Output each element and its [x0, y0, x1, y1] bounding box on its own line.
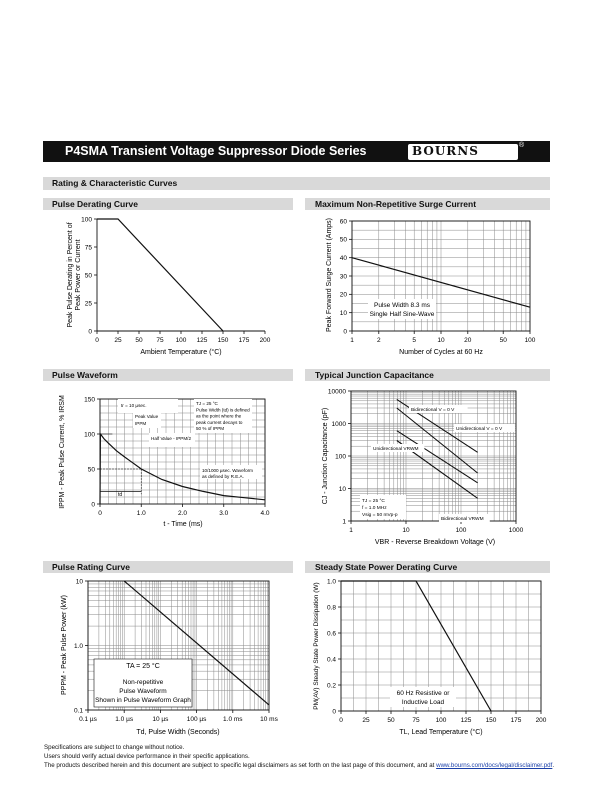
y-tick-label: 30: [339, 273, 347, 281]
annotation-td: td: [118, 492, 123, 498]
x-tick-label: 150: [485, 717, 497, 724]
annotation-ta: TA = 25 °C: [126, 663, 160, 670]
x-tick-label: 100: [524, 337, 536, 344]
annotation-tj-note: TJ = 25 °C: [196, 401, 218, 406]
annotation-waveform-2: as defined by R.E.A.: [202, 474, 244, 479]
y-tick-label: 0.1: [73, 707, 83, 715]
x-tick-label: 100: [175, 337, 187, 344]
x-tick-label: 2.0: [177, 510, 188, 517]
x-tick-label: 3.0: [219, 510, 229, 517]
series-label: Unidirectional VRWM: [373, 447, 419, 452]
x-tick-label: 10: [437, 337, 445, 344]
annotation-shown-in: Shown in Pulse Waveform Graph: [95, 697, 191, 704]
y-tick-label: 1000: [331, 420, 346, 428]
panel-title-pulse-derating: Pulse Derating Curve: [52, 199, 138, 209]
annotation-pulse-waveform: Pulse Waveform: [119, 688, 167, 695]
x-tick-label: 1.0: [136, 510, 146, 517]
x-axis-label: VBR - Reverse Breakdown Voltage (V): [374, 539, 496, 546]
y-tick-label: 25: [84, 300, 92, 308]
x-tick-label: 4.0: [260, 510, 270, 517]
x-tick-label: 50: [387, 717, 395, 724]
x-tick-label: 1: [349, 527, 353, 534]
x-tick-label: 1000: [508, 527, 524, 534]
y-tick-label: 1.0: [73, 642, 83, 650]
y-tick-label: 0: [343, 328, 347, 336]
annotation-conditions: Vsig = 50 mVp-p: [362, 513, 398, 518]
x-tick-label: 1.0 ms: [223, 716, 243, 723]
footer-line-2: Users should verify actual device performance in their specific applications.: [44, 753, 250, 760]
disclaimer-link[interactable]: www.bourns.com/docs/legal/disclaimer.pdf: [436, 762, 553, 769]
annotation-resistive: 60 Hz Resistive or: [396, 690, 450, 697]
annotation-sine-wave: Single Half Sine-Wave: [369, 311, 435, 318]
y-tick-label: 50: [339, 236, 347, 244]
y-axis-label: CJ - Junction Capacitance (pF): [322, 407, 329, 505]
logo-text: BOURNS: [412, 144, 479, 158]
series-label: Bidirectional V = 0 V: [411, 408, 455, 413]
x-tick-label: 0: [95, 337, 99, 344]
y-tick-label: 10: [75, 578, 83, 586]
panel-title-pulse-waveform: Pulse Waveform: [52, 370, 118, 380]
y-tick-label: 1.0: [326, 578, 336, 586]
y-tick-label: 1: [342, 518, 346, 526]
x-tick-label: 10 ms: [260, 716, 278, 723]
panel-title-junction-capacitance: Typical Junction Capacitance: [315, 370, 434, 380]
y-tick-label: 150: [84, 396, 95, 404]
y-axis-label-line: Peak Pulse Derating in Percent of: [67, 222, 74, 328]
x-tick-label: 200: [259, 337, 271, 344]
annotation-peak-value: Peak Value: [135, 414, 159, 419]
y-tick-label: 40: [339, 254, 347, 262]
panel-title-surge-current: Maximum Non-Repetitive Surge Current: [315, 199, 477, 209]
y-tick-label: 0: [91, 501, 95, 509]
page-title: P4SMA Transient Voltage Suppressor Diode Series: [65, 144, 367, 158]
y-tick-label: 75: [84, 244, 92, 252]
annotation-non-repetitive: Non-repetitive: [122, 679, 164, 686]
x-tick-label: 0.1 µs: [79, 716, 97, 723]
annotation-waveform-1: 10/1000 µsec. Waveform: [202, 468, 253, 473]
x-tick-label: 125: [196, 337, 208, 344]
x-tick-label: 50: [499, 337, 507, 344]
x-tick-label: 100: [435, 717, 447, 724]
annotation-conditions: f = 1.0 MHz: [362, 506, 387, 511]
annotation-tj-note: peak current decays to: [196, 419, 243, 425]
section-title: Rating & Characteristic Curves: [52, 178, 178, 188]
x-tick-label: 25: [114, 337, 122, 344]
y-tick-label: 10: [338, 485, 346, 493]
annotation-tj-note: 50 % of IPPM: [196, 426, 225, 432]
x-tick-label: 75: [412, 717, 420, 724]
y-tick-label: 0.4: [326, 656, 336, 664]
y-axis-label: IPPM - Peak Pulse Current, % IRSM: [59, 395, 66, 509]
x-axis-label: Number of Cycles at 60 Hz: [399, 349, 483, 356]
y-tick-label: 50: [87, 466, 95, 474]
x-tick-label: 10: [402, 527, 410, 534]
annotation-tj-note: Pulse Width (td) is defined: [196, 407, 250, 413]
x-tick-label: 100 µs: [186, 716, 207, 723]
panel-title-pulse-rating: Pulse Rating Curve: [52, 562, 130, 572]
y-axis-label: Peak Forward Surge Current (Amps): [326, 218, 333, 332]
y-tick-label: 100: [84, 431, 95, 439]
series-label: Unidirectional V = 0 V: [456, 427, 503, 432]
x-tick-label: 150: [217, 337, 229, 344]
annotation-tr: tr = 10 µsec.: [121, 403, 147, 408]
y-tick-label: 100: [81, 216, 92, 224]
annotation-half-value: Half Value - IPPM/2: [151, 436, 191, 441]
x-tick-label: 175: [238, 337, 250, 344]
x-tick-label: 200: [535, 717, 547, 724]
annotation-tj-note: as the point where the: [196, 413, 242, 419]
footer-line-3: [44, 762, 554, 769]
annotation-ippm: IPPM: [135, 421, 147, 426]
y-tick-label: 0.6: [326, 630, 336, 638]
x-tick-label: 75: [156, 337, 164, 344]
y-tick-label: 50: [84, 272, 92, 280]
footer-disclaimer-text: The products described herein and this document are subject to specific legal disclaimers as set forth on the last page of this document, and at: [44, 762, 435, 769]
x-tick-label: 1: [350, 337, 354, 344]
x-axis-label: TL, Lead Temperature (°C): [399, 729, 483, 736]
x-tick-label: 2: [376, 337, 381, 344]
x-tick-label: 0: [98, 510, 102, 517]
panel-title-steady-state: Steady State Power Derating Curve: [315, 562, 458, 572]
y-tick-label: 20: [339, 291, 347, 299]
footer-period: .: [552, 762, 555, 769]
series-label: Bidirectional VRWM: [441, 517, 484, 522]
y-axis-label-line: Peak Power or Current: [75, 239, 82, 311]
annotation-conditions: TJ = 25 °C: [362, 499, 385, 504]
x-axis-label: Td, Pulse Width (Seconds): [136, 729, 220, 736]
x-tick-label: 50: [135, 337, 143, 344]
annotation-pulse-width: Pulse Width 8.3 ms: [374, 302, 430, 309]
y-tick-label: 100: [335, 453, 346, 461]
x-tick-label: 20: [464, 337, 472, 344]
x-axis-label: Ambient Temperature (°C): [140, 349, 222, 356]
y-tick-label: 10000: [327, 388, 346, 396]
x-axis-label: t - Time (ms): [163, 521, 203, 528]
x-tick-label: 0: [339, 717, 343, 724]
x-tick-label: 10 µs: [152, 716, 169, 723]
logo-registered-mark: ®: [519, 142, 525, 149]
x-tick-label: 175: [510, 717, 522, 724]
y-axis-label: PM(AV) Steady State Power Dissipation (W): [313, 582, 320, 710]
x-tick-label: 100: [455, 527, 467, 534]
annotation-inductive: Inductive Load: [401, 699, 445, 706]
x-tick-label: 25: [362, 717, 370, 724]
x-tick-label: 5: [412, 337, 417, 344]
y-tick-label: 0: [88, 328, 92, 336]
y-tick-label: 0: [332, 708, 336, 716]
footer-line-1: Specifications are subject to change without notice.: [44, 744, 185, 751]
x-tick-label: 1.0 µs: [115, 716, 134, 723]
x-tick-label: 125: [460, 717, 472, 724]
y-tick-label: 60: [339, 218, 347, 226]
y-axis-label: PPPM - Peak Pulse Power (kW): [61, 595, 68, 695]
y-tick-label: 10: [339, 309, 347, 317]
y-tick-label: 0.2: [326, 682, 336, 690]
y-tick-label: 0.8: [326, 604, 336, 612]
